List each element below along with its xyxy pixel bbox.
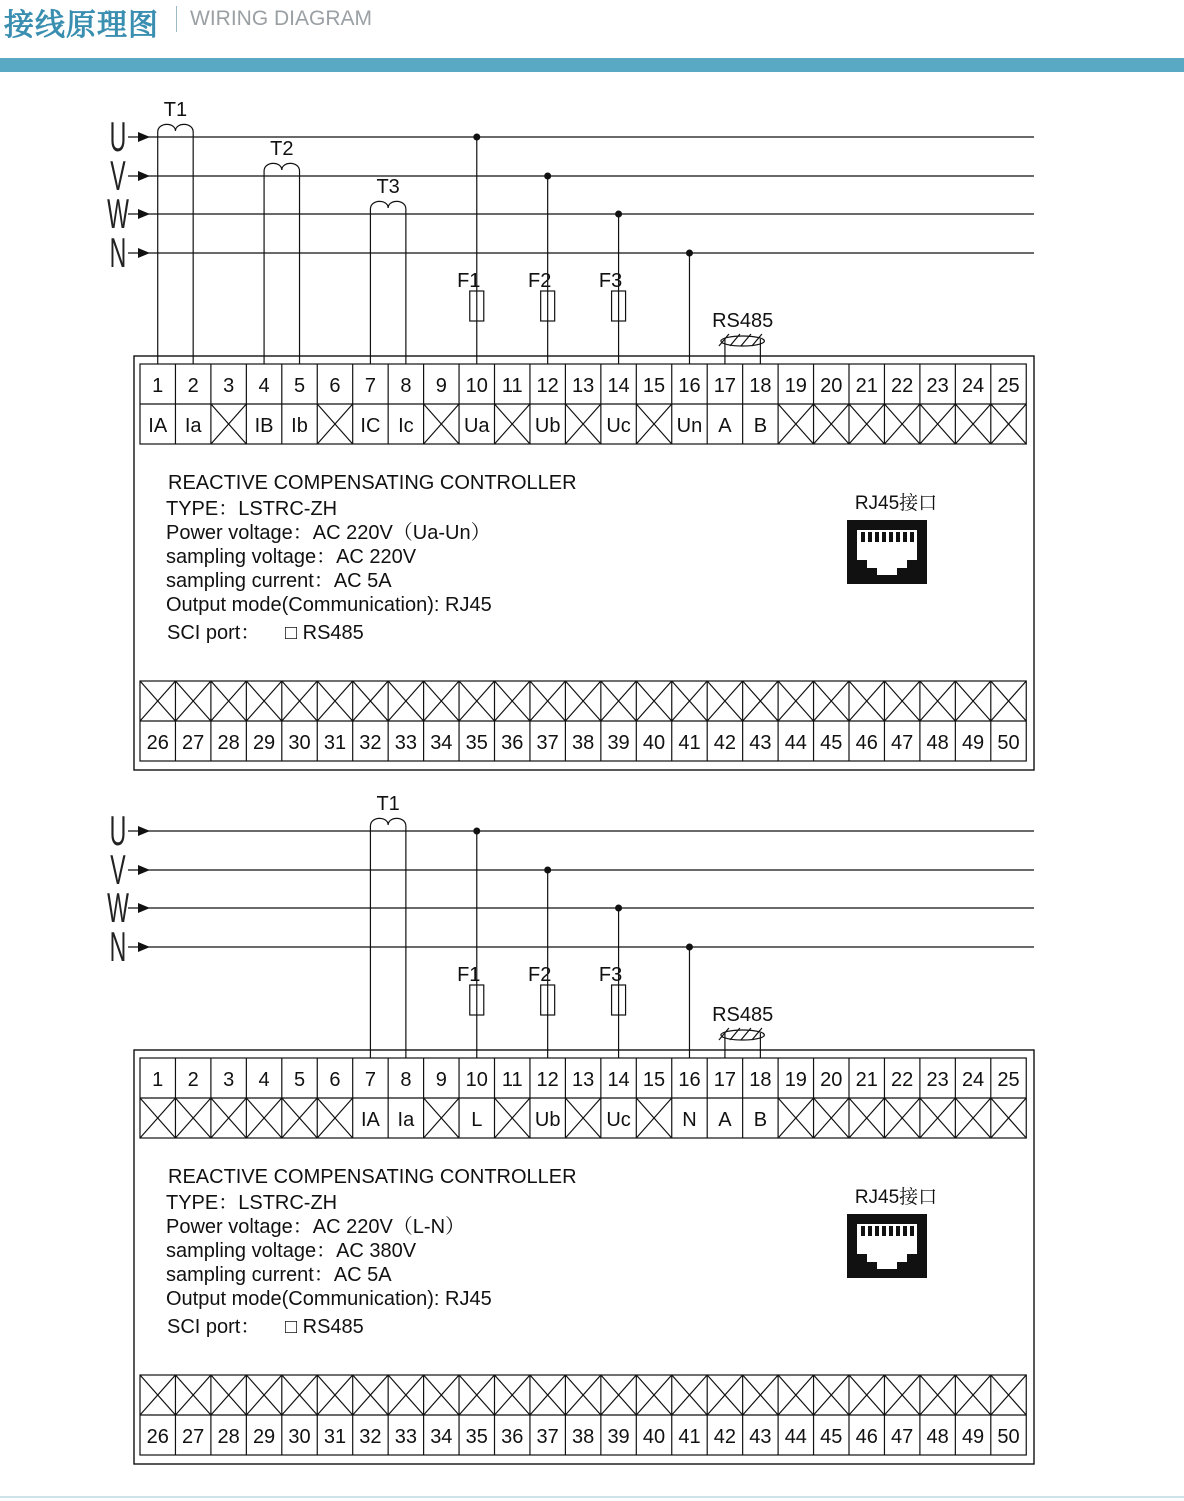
terminal-number: 37 (536, 732, 559, 754)
terminal-number: 25 (997, 375, 1020, 397)
terminal-number: 32 (359, 732, 382, 754)
terminal-number: 47 (891, 732, 914, 754)
terminal-number: 4 (258, 375, 270, 397)
unused-terminal-cross (955, 1098, 990, 1138)
controller-info-line: TYPE：LSTRC-ZH (166, 498, 338, 520)
unused-terminal-cross (672, 1375, 707, 1415)
unused-terminal-cross (246, 681, 281, 721)
rj45-pin (882, 532, 886, 542)
terminal-number: 18 (749, 1069, 772, 1091)
unused-terminal-cross (353, 681, 388, 721)
controller-info-line: TYPE：LSTRC-ZH (166, 1192, 338, 1214)
unused-terminal-cross (636, 404, 671, 444)
bus-arrow-icon (138, 826, 150, 836)
terminal-number: 44 (784, 1426, 807, 1448)
terminal-number: 40 (642, 1426, 666, 1448)
terminal-signal-label: Uc (606, 415, 631, 437)
unused-terminal-cross (211, 1098, 246, 1138)
rs485-label: RS485 (712, 310, 774, 332)
sci-port-value: □ RS485 (285, 1316, 364, 1338)
phase-label-u: U (109, 807, 127, 855)
unused-terminal-cross (282, 681, 317, 721)
terminal-number: 9 (435, 1069, 447, 1091)
terminal-number: 20 (820, 1069, 843, 1091)
unused-terminal-cross (175, 1375, 210, 1415)
terminal-number: 26 (146, 1426, 169, 1448)
terminal-number: 10 (465, 1069, 488, 1091)
unused-terminal-cross (353, 1375, 388, 1415)
unused-terminal-cross (955, 1375, 990, 1415)
current-transformer-coil-icon (370, 201, 405, 209)
terminal-number: 5 (293, 375, 306, 397)
controller-info-line: Power voltage：AC 220V（L-N） (166, 1216, 466, 1238)
terminal-number: 20 (820, 375, 843, 397)
unused-terminal-cross (778, 1375, 813, 1415)
phase-label-v: V (110, 846, 126, 894)
terminal-number: 21 (855, 375, 878, 397)
terminal-signal-label: Un (676, 415, 703, 437)
wiring-diagram-1 (0, 94, 1184, 779)
terminal-number: 14 (607, 1069, 630, 1091)
unused-terminal-cross (246, 1098, 281, 1138)
controller-info-line: REACTIVE COMPENSATING CONTROLLER (168, 472, 577, 494)
rj45-pin (875, 1226, 879, 1236)
unused-terminal-cross (175, 681, 210, 721)
terminal-number: 5 (293, 1069, 306, 1091)
terminal-number: 27 (182, 1426, 205, 1448)
unused-terminal-cross (778, 681, 813, 721)
bus-arrow-icon (138, 171, 150, 181)
rj45-pin (861, 532, 865, 542)
fuse-label: F3 (598, 270, 623, 292)
transformer-label: T1 (376, 793, 400, 815)
header-title-cn: 接线原理图 (4, 8, 159, 43)
rj45-pin (868, 1226, 872, 1236)
transformer-label: T3 (376, 176, 400, 198)
controller-info-line: Output mode(Communication): RJ45 (166, 1288, 492, 1310)
unused-terminal-cross (601, 681, 636, 721)
terminal-number: 44 (784, 732, 807, 754)
terminal-number: 33 (394, 1426, 417, 1448)
terminal-number: 35 (465, 1426, 488, 1448)
unused-terminal-cross (884, 1098, 919, 1138)
unused-terminal-cross (317, 404, 352, 444)
rj45-pin (861, 1226, 865, 1236)
controller-info-line: sampling current：AC 5A (166, 1264, 392, 1286)
rj45-pin (875, 532, 879, 542)
phase-label-u: U (109, 113, 127, 161)
unused-terminal-cross (565, 681, 600, 721)
terminal-signal-label: L (471, 1109, 483, 1131)
rj45-pin (896, 1226, 900, 1236)
unused-terminal-cross (991, 1375, 1026, 1415)
terminal-number: 13 (572, 375, 595, 397)
unused-terminal-cross (991, 681, 1026, 721)
terminal-number: 27 (182, 732, 205, 754)
terminal-signal-label: A (718, 1109, 732, 1131)
terminal-number: 46 (855, 732, 878, 754)
terminal-number: 3 (223, 1069, 235, 1091)
terminal-number: 13 (572, 1069, 595, 1091)
rs485-label: RS485 (712, 1004, 774, 1026)
fuse-label: F1 (457, 270, 481, 292)
terminal-number: 19 (784, 375, 807, 397)
terminal-signal-label: Ib (291, 415, 308, 437)
controller-info-line: sampling current：AC 5A (166, 570, 392, 592)
terminal-number: 8 (400, 1069, 412, 1091)
terminal-signal-label: IA (360, 1109, 380, 1131)
terminal-number: 45 (820, 1426, 843, 1448)
terminal-number: 37 (536, 1426, 559, 1448)
unused-terminal-cross (849, 404, 884, 444)
fuse-label: F1 (457, 964, 481, 986)
terminal-number: 50 (997, 1426, 1020, 1448)
terminal-number: 25 (997, 1069, 1020, 1091)
unused-terminal-cross (424, 681, 459, 721)
footer-line (0, 1496, 1184, 1498)
terminal-number: 2 (187, 1069, 199, 1091)
unused-terminal-cross (991, 1098, 1026, 1138)
unused-terminal-cross (495, 1098, 530, 1138)
terminal-number: 24 (961, 1069, 985, 1091)
unused-terminal-cross (282, 1098, 317, 1138)
unused-terminal-cross (920, 681, 955, 721)
terminal-number: 22 (891, 1069, 914, 1091)
terminal-number: 17 (713, 375, 737, 397)
terminal-number: 30 (288, 1426, 311, 1448)
terminal-number: 35 (465, 732, 488, 754)
unused-terminal-cross (246, 1375, 281, 1415)
rj45-pin (903, 1226, 907, 1236)
phase-label-n: N (109, 923, 127, 971)
unused-terminal-cross (424, 1375, 459, 1415)
unused-terminal-cross (565, 404, 600, 444)
transformer-label: T1 (163, 99, 188, 121)
unused-terminal-cross (459, 681, 494, 721)
bus-arrow-icon (138, 248, 150, 258)
unused-terminal-cross (920, 1375, 955, 1415)
terminal-number: 36 (501, 732, 524, 754)
unused-terminal-cross (317, 1098, 352, 1138)
terminal-signal-label: B (753, 1109, 768, 1131)
terminal-signal-label: N (682, 1109, 697, 1131)
terminal-signal-label: B (753, 415, 768, 437)
unused-terminal-cross (743, 681, 778, 721)
bus-arrow-icon (138, 132, 150, 142)
terminal-number: 40 (642, 732, 666, 754)
unused-terminal-cross (140, 1375, 175, 1415)
rj45-pin (889, 532, 893, 542)
unused-terminal-cross (991, 404, 1026, 444)
terminal-number: 29 (252, 732, 276, 754)
terminal-number: 7 (364, 375, 376, 397)
terminal-number: 50 (997, 732, 1020, 754)
unused-terminal-cross (317, 1375, 352, 1415)
rj45-label: RJ45接口 (854, 493, 938, 514)
unused-terminal-cross (814, 404, 849, 444)
unused-terminal-cross (814, 681, 849, 721)
unused-terminal-cross (388, 1375, 423, 1415)
unused-terminal-cross (140, 681, 175, 721)
rj45-pin (903, 532, 907, 542)
terminal-number: 38 (572, 732, 595, 754)
phase-label-w: W (107, 190, 129, 238)
unused-terminal-cross (814, 1098, 849, 1138)
rj45-pin (910, 532, 914, 542)
page-header (0, 0, 1184, 76)
terminal-number: 16 (678, 375, 701, 397)
terminal-number: 47 (891, 1426, 914, 1448)
unused-terminal-cross (955, 404, 990, 444)
terminal-number: 2 (187, 375, 199, 397)
terminal-number: 32 (359, 1426, 382, 1448)
terminal-number: 3 (223, 375, 235, 397)
unused-terminal-cross (814, 1375, 849, 1415)
terminal-signal-label: IC (360, 415, 381, 437)
unused-terminal-cross (920, 1098, 955, 1138)
terminal-number: 41 (678, 732, 701, 754)
header-separator (176, 6, 177, 32)
terminal-number: 49 (961, 1426, 985, 1448)
unused-terminal-cross (920, 404, 955, 444)
unused-terminal-cross (601, 1375, 636, 1415)
fuse-label: F2 (528, 270, 552, 292)
terminal-number: 11 (501, 1069, 523, 1091)
terminal-number: 11 (501, 375, 523, 397)
terminal-number: 22 (891, 375, 914, 397)
terminal-number: 17 (713, 1069, 737, 1091)
unused-terminal-cross (459, 1375, 494, 1415)
terminal-number: 45 (820, 732, 843, 754)
sci-port-label: SCI port： (167, 1316, 261, 1338)
unused-terminal-cross (707, 681, 742, 721)
controller-info-line: Output mode(Communication): RJ45 (166, 594, 492, 616)
terminal-number: 39 (607, 732, 630, 754)
unused-terminal-cross (884, 404, 919, 444)
terminal-signal-label: Ub (534, 415, 561, 437)
unused-terminal-cross (424, 404, 459, 444)
current-transformer-coil-icon (370, 818, 405, 826)
unused-terminal-cross (282, 1375, 317, 1415)
rj45-pin (910, 1226, 914, 1236)
sci-port-label: SCI port： (167, 622, 261, 644)
unused-terminal-cross (778, 1098, 813, 1138)
unused-terminal-cross (849, 1098, 884, 1138)
terminal-number: 15 (642, 1069, 666, 1091)
unused-terminal-cross (884, 681, 919, 721)
terminal-number: 6 (329, 375, 341, 397)
terminal-number: 7 (364, 1069, 376, 1091)
terminal-number: 28 (217, 732, 240, 754)
terminal-number: 43 (749, 732, 772, 754)
terminal-number: 23 (926, 375, 949, 397)
terminal-number: 38 (572, 1426, 595, 1448)
terminal-number: 34 (430, 1426, 453, 1448)
terminal-number: 42 (713, 732, 737, 754)
terminal-number: 16 (678, 1069, 701, 1091)
terminal-signal-label: IA (148, 415, 168, 437)
unused-terminal-cross (565, 1375, 600, 1415)
terminal-number: 9 (435, 375, 447, 397)
unused-terminal-cross (388, 681, 423, 721)
phase-label-v: V (110, 152, 126, 200)
header-title-en: WIRING DIAGRAM (190, 7, 372, 30)
unused-terminal-cross (495, 681, 530, 721)
terminal-number: 29 (252, 1426, 276, 1448)
controller-info-line: Power voltage：AC 220V（Ua-Un） (166, 522, 491, 544)
current-transformer-coil-icon (264, 163, 299, 171)
terminal-number: 31 (323, 1426, 347, 1448)
terminal-signal-label: Ua (463, 415, 490, 437)
terminal-number: 48 (926, 732, 949, 754)
terminal-number: 46 (855, 1426, 878, 1448)
terminal-number: 12 (536, 375, 559, 397)
unused-terminal-cross (140, 1098, 175, 1138)
transformer-label: T2 (270, 138, 294, 160)
unused-terminal-cross (849, 1375, 884, 1415)
unused-terminal-cross (743, 1375, 778, 1415)
phase-label-n: N (109, 229, 127, 277)
unused-terminal-cross (707, 1375, 742, 1415)
bus-arrow-icon (138, 903, 150, 913)
unused-terminal-cross (955, 681, 990, 721)
rj45-pin (882, 1226, 886, 1236)
terminal-number: 23 (926, 1069, 949, 1091)
unused-terminal-cross (636, 681, 671, 721)
fuse-label: F3 (598, 964, 623, 986)
phase-label-w: W (107, 884, 129, 932)
rj45-pin (896, 532, 900, 542)
terminal-signal-label: A (718, 415, 732, 437)
unused-terminal-cross (175, 1098, 210, 1138)
terminal-number: 10 (465, 375, 488, 397)
terminal-signal-label: Uc (606, 1109, 631, 1131)
terminal-number: 26 (146, 732, 169, 754)
terminal-number: 33 (394, 732, 417, 754)
terminal-number: 49 (961, 732, 985, 754)
unused-terminal-cross (495, 1375, 530, 1415)
terminal-number: 42 (713, 1426, 737, 1448)
wiring-diagram-2 (0, 788, 1184, 1473)
rj45-pin (889, 1226, 893, 1236)
unused-terminal-cross (636, 1098, 671, 1138)
terminal-number: 41 (678, 1426, 701, 1448)
current-transformer-coil-icon (158, 124, 193, 132)
terminal-number: 8 (400, 375, 412, 397)
controller-info-line: REACTIVE COMPENSATING CONTROLLER (168, 1166, 577, 1188)
terminal-number: 39 (607, 1426, 630, 1448)
unused-terminal-cross (636, 1375, 671, 1415)
terminal-number: 18 (749, 375, 772, 397)
terminal-signal-label: Ia (184, 415, 202, 437)
terminal-signal-label: Ic (398, 415, 414, 437)
terminal-number: 1 (152, 375, 164, 397)
rj45-pin (868, 532, 872, 542)
rj45-label: RJ45接口 (854, 1187, 938, 1208)
unused-terminal-cross (495, 404, 530, 444)
terminal-signal-label: IB (254, 415, 274, 437)
unused-terminal-cross (849, 681, 884, 721)
unused-terminal-cross (565, 1098, 600, 1138)
terminal-number: 12 (536, 1069, 559, 1091)
terminal-number: 34 (430, 732, 453, 754)
terminal-number: 24 (961, 375, 985, 397)
terminal-number: 21 (855, 1069, 878, 1091)
terminal-number: 4 (258, 1069, 270, 1091)
controller-info-line: sampling voltage：AC 380V (166, 1240, 417, 1262)
unused-terminal-cross (672, 681, 707, 721)
unused-terminal-cross (778, 404, 813, 444)
unused-terminal-cross (211, 681, 246, 721)
terminal-number: 15 (642, 375, 666, 397)
terminal-number: 30 (288, 732, 311, 754)
bus-arrow-icon (138, 942, 150, 952)
controller-info-line: sampling voltage：AC 220V (166, 546, 417, 568)
bus-arrow-icon (138, 865, 150, 875)
unused-terminal-cross (211, 1375, 246, 1415)
terminal-number: 19 (784, 1069, 807, 1091)
terminal-number: 1 (152, 1069, 164, 1091)
sci-port-value: □ RS485 (285, 622, 364, 644)
unused-terminal-cross (211, 404, 246, 444)
unused-terminal-cross (317, 681, 352, 721)
bus-arrow-icon (138, 209, 150, 219)
fuse-label: F2 (528, 964, 552, 986)
unused-terminal-cross (884, 1375, 919, 1415)
unused-terminal-cross (424, 1098, 459, 1138)
terminal-number: 14 (607, 375, 630, 397)
unused-terminal-cross (530, 1375, 565, 1415)
terminal-number: 28 (217, 1426, 240, 1448)
terminal-number: 43 (749, 1426, 772, 1448)
terminal-number: 36 (501, 1426, 524, 1448)
terminal-number: 48 (926, 1426, 949, 1448)
terminal-signal-label: Ub (534, 1109, 561, 1131)
terminal-number: 31 (323, 732, 347, 754)
unused-terminal-cross (530, 681, 565, 721)
header-accent-bar (0, 58, 1184, 72)
terminal-number: 6 (329, 1069, 341, 1091)
terminal-signal-label: Ia (397, 1109, 415, 1131)
